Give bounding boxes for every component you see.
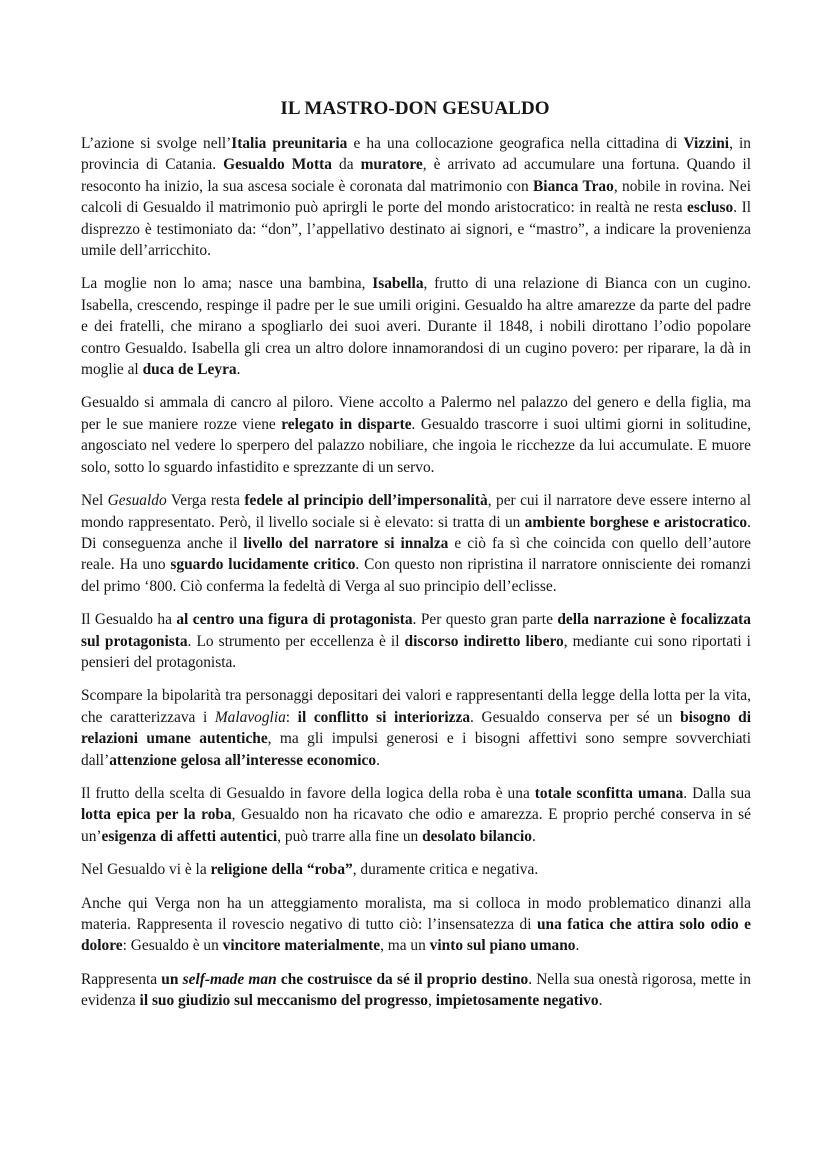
bold-text: esigenza di affetti autentici [101,827,278,845]
body-text: e ha una collocazione geografica nella cittadina di [347,135,684,152]
body-text: , può trarre alla fine un [277,827,423,845]
paragraph-impersonality [81,490,751,597]
body-text: . Il disprezzo è testimoniato da: “don”, l’appellativo destinato ai signori, e “mastro”, a indicare la provenienza umile dell’arricchito. [81,199,751,260]
bold-text: desolato bilancio [422,827,532,845]
italic-text: Gesualdo [107,492,167,510]
paragraph-plot-intro [81,133,751,261]
body-text: Gesualdo si ammala di cancro al piloro. Viene accolto a Palermo nel palazzo del genero e della figlia, ma per le sue maniere rozze viene [81,394,751,433]
bold-text: relegato in disparte [281,415,412,433]
body-text: e ciò fa sì che coincida con quello dell’autore reale. Ha uno [81,534,752,574]
bold-text: Italia preunitaria [231,135,348,152]
paragraph-protagonist [81,609,751,673]
body-text: . Gesualdo conserva per sé un [470,708,681,726]
body-text: . Di conseguenza anche il [81,513,751,552]
body-text: , è arrivato ad accumulare una fortuna. Quando il resoconto ha inizio, la sua ascesa sociale è coronata dal matrimonio con [81,156,751,195]
body-text: Il frutto della scelta di Gesualdo in favore della logica della roba è una [81,784,535,802]
body-text: Nel [81,492,108,510]
bold-text: fedele al principio dell’impersonalità [244,492,488,510]
bold-text: lotta epica per la roba [81,806,232,824]
body-text: , nobile in rovina. Nei calcoli di Gesualdo il matrimonio può aprirgli le porte del mondo aristocratico: in realtà ne resta [81,177,751,217]
document-title: IL MASTRO-DON GESUALDO [280,98,550,119]
bold-text: vinto sul piano umano [429,937,576,955]
body-text: , frutto di una relazione di Bianca con un cugino. Isabella, crescendo, respinge il padre per le sue umili origini. Gesualdo ha altre amarezze da parte del padre e dei fratelli, che mirano a spogliarlo dei suoi averi. Durante il 1848, i nobili dirottano l’odio popolare contro Gesualdo. Isabella gli crea un altro dolore innamorandosi di un cugino povero: per riparare, la dà in moglie al [81,275,751,379]
bold-text: discorso indiretto libero [404,632,564,650]
body-text: : [285,708,298,726]
body-text: , duramente critica e negativa. [352,861,539,879]
body-text: Scompare la bipolarità tra personaggi depositari dei valori e rappresentanti della legge della lotta per la vita, che caratterizzava i [81,687,751,726]
bold-text: al centro una figura di protagonista [176,611,413,629]
body-text: Verga resta [166,492,245,510]
bold-text: totale sconfitta umana [534,784,684,802]
body-text: , ma gli impulsi generosi e i bisogni affettivi sono sempre sovverchiati dall’ [81,730,751,769]
body-text: Nel Gesualdo vi è la [81,861,211,879]
body-text: . [598,992,603,1010]
body-text: . Dalla sua [683,784,751,802]
body-text: , ma un [380,937,430,955]
body-text: Rappresenta [81,970,162,988]
body-text: La moglie non lo ama; nasce una bambina, [81,275,373,293]
paragraph-religion-roba [81,859,751,880]
paragraph-verga-stance [81,893,751,957]
bold-text: il conflitto si interiorizza [297,708,471,726]
bold-text: impietosamente negativo [435,992,599,1010]
bold-text: Bianca Trao [533,177,614,195]
bold-text: livello del narratore si innalza [243,534,449,552]
body-text: Anche qui Verga non ha un atteggiamento moralista, ma si colloca in modo problematico dinanzi alla materia. Rappresenta il rovescio negativo di tutto ciò: l’insensatezza di [81,894,751,933]
body-text: da [331,156,361,174]
body-text: . Lo strumento per eccellenza è il [187,632,405,650]
bold-text: un [161,970,183,988]
bold-text: Vizzini [683,135,730,152]
bold-text: Gesualdo Motta [223,156,332,174]
body-text: , in provincia di Catania. [81,135,752,174]
body-text: , Gesualdo non ha ricavato che odio e amarezza. E proprio perché conserva in sé un’ [81,806,751,845]
bold-text: il suo giudizio sul meccanismo del progresso [139,992,429,1010]
body-text: : Gesualdo è un [122,937,223,955]
bold-text: bisogno di relazioni umane autentiche [81,708,752,748]
paragraph-isabella [81,273,751,380]
bold-italic-text: self-made man [182,970,277,988]
italic-text: Malavoglia [214,708,286,726]
body-text: , [428,992,436,1010]
body-text: , mediante cui sono riportati i pensieri del protagonista. [81,632,751,671]
body-text: . Con questo non ripristina il narratore onnisciente dei romanzi del primo ‘800. Ciò conferma la fedeltà di Verga al suo principio dell’eclisse. [81,556,752,595]
body-text: . [531,827,536,845]
body-text: . Per questo gran parte [412,611,558,629]
body-text: . Gesualdo trascorre i suoi ultimi giorni in solitudine, angosciato nel vedere lo sperpero del palazzo nobiliare, che ingoia le ricchezze da lui accumulate. E muore solo, sotto lo sguardo infastidito e sprezzante di un servo. [81,415,751,476]
paragraph-defeat [81,783,751,847]
bold-text: Isabella [372,275,424,293]
paragraph-conflict [81,685,751,771]
bold-text: religione della “roba” [210,861,353,879]
body-text: . [575,937,580,955]
bold-text: sguardo lucidamente critico [170,556,356,574]
bold-text: duca de Leyra [142,361,237,379]
body-text: L’azione si svolge nell’ [81,135,232,152]
bold-text: della narrazione è focalizzata sul protagonista [81,611,751,650]
bold-text: escluso [687,199,734,217]
bold-text: una fatica che attira solo odio e dolore [81,916,751,955]
body-text: Il Gesualdo ha [81,611,177,629]
bold-text: ambiente borghese e aristocratico [524,513,748,531]
bold-text: attenzione gelosa all’interesse economico [109,751,377,769]
bold-text: che costruisce da sé il proprio destino [276,970,529,988]
bold-text: vincitore materialmente [222,937,381,955]
body-text: , per cui il narratore deve essere interno al mondo rappresentato. Però, il livello sociale si è elevato: si tratta di un [81,492,751,531]
paragraph-self-made-man [81,969,751,1012]
bold-text: muratore [360,156,423,174]
body-text: . [236,361,241,379]
paragraph-illness-death [81,392,751,478]
body-text: . Nella sua onestà rigorosa, mette in evidenza [81,970,751,1010]
body-text: . [376,751,380,769]
